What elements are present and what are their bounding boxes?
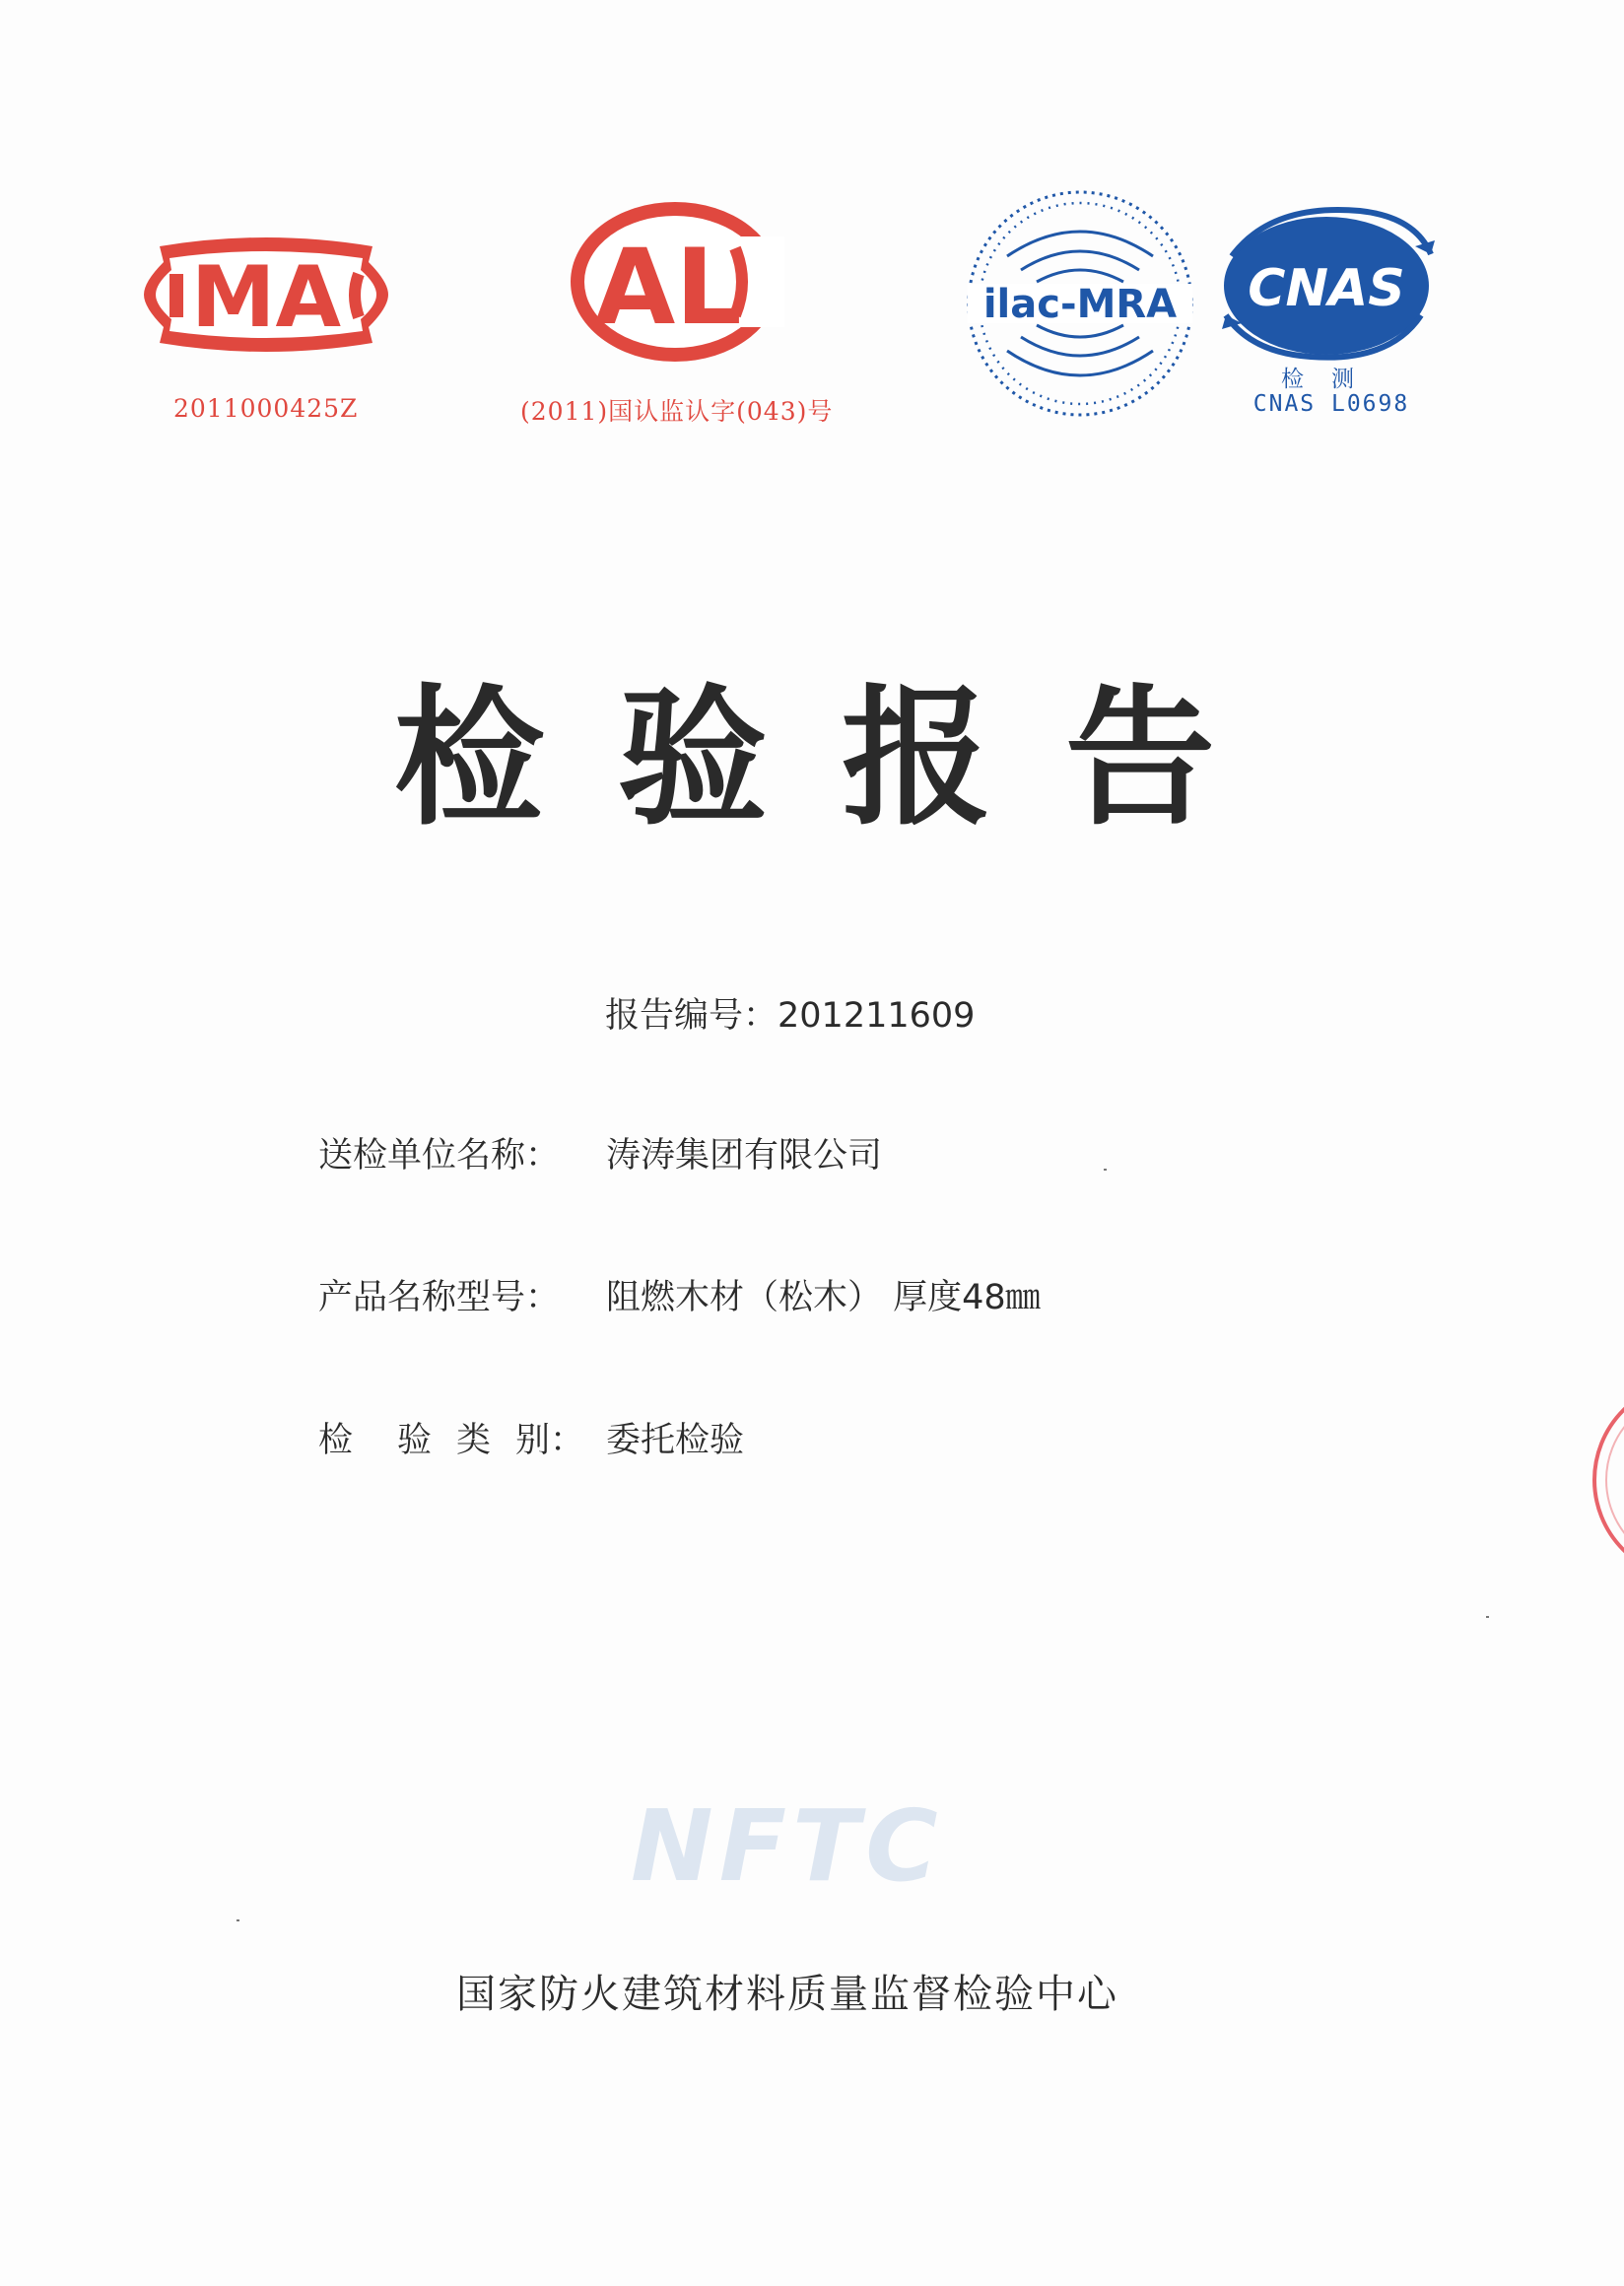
client-row [318, 1128, 882, 1177]
scan-speck [1486, 1616, 1489, 1618]
scan-speck [1104, 1169, 1107, 1171]
cma-logo [140, 235, 392, 355]
type-label-char-3: 类 [456, 1421, 492, 1460]
product-value: 阻燃木材（松木） 厚度48㎜ [606, 1278, 1041, 1317]
cal-logo-text: AL [594, 227, 742, 348]
cal-logo [566, 197, 784, 367]
cnas-logo-text: CNAS [1248, 259, 1405, 318]
inspection-type-label [318, 1413, 606, 1462]
type-label-char-2: 验 [397, 1421, 433, 1460]
type-label-char-1: 检 [318, 1421, 354, 1460]
product-label: 产品名称型号： [318, 1278, 561, 1317]
product-row [318, 1270, 1041, 1319]
seal-stamp-partial [1575, 1378, 1624, 1582]
cnas-logo [1212, 197, 1439, 367]
cma-logo-text: MA [190, 248, 342, 347]
client-value: 涛涛集团有限公司 [606, 1136, 883, 1176]
report-number-label: 报告编号： [605, 996, 778, 1036]
cnas-caption-code: CNAS L0698 [1252, 391, 1410, 417]
ilac-mra-text: ilac-MRA [982, 282, 1178, 327]
inspection-type-value: 委托检验 [606, 1421, 745, 1460]
ilac-mra-logo [964, 187, 1196, 420]
cal-number: (2011)国认监认字(043)号 [520, 397, 834, 426]
scan-speck [237, 1919, 239, 1921]
cnas-caption [1238, 369, 1425, 416]
nftc-watermark: NFTC [631, 1788, 944, 1904]
type-label-char-4: 别： [515, 1421, 585, 1460]
report-title: 检验报告 [394, 671, 1289, 845]
cma-number: 2011000425Z [173, 394, 359, 423]
client-label: 送检单位名称： [318, 1136, 561, 1176]
report-number-value: 201211609 [778, 996, 976, 1036]
issuing-organization: 国家防火建筑材料质量监督检验中心 [456, 1972, 1118, 2017]
cnas-caption-cn: 检测 [1281, 367, 1382, 392]
report-number [605, 988, 975, 1038]
inspection-type-row [318, 1413, 744, 1462]
